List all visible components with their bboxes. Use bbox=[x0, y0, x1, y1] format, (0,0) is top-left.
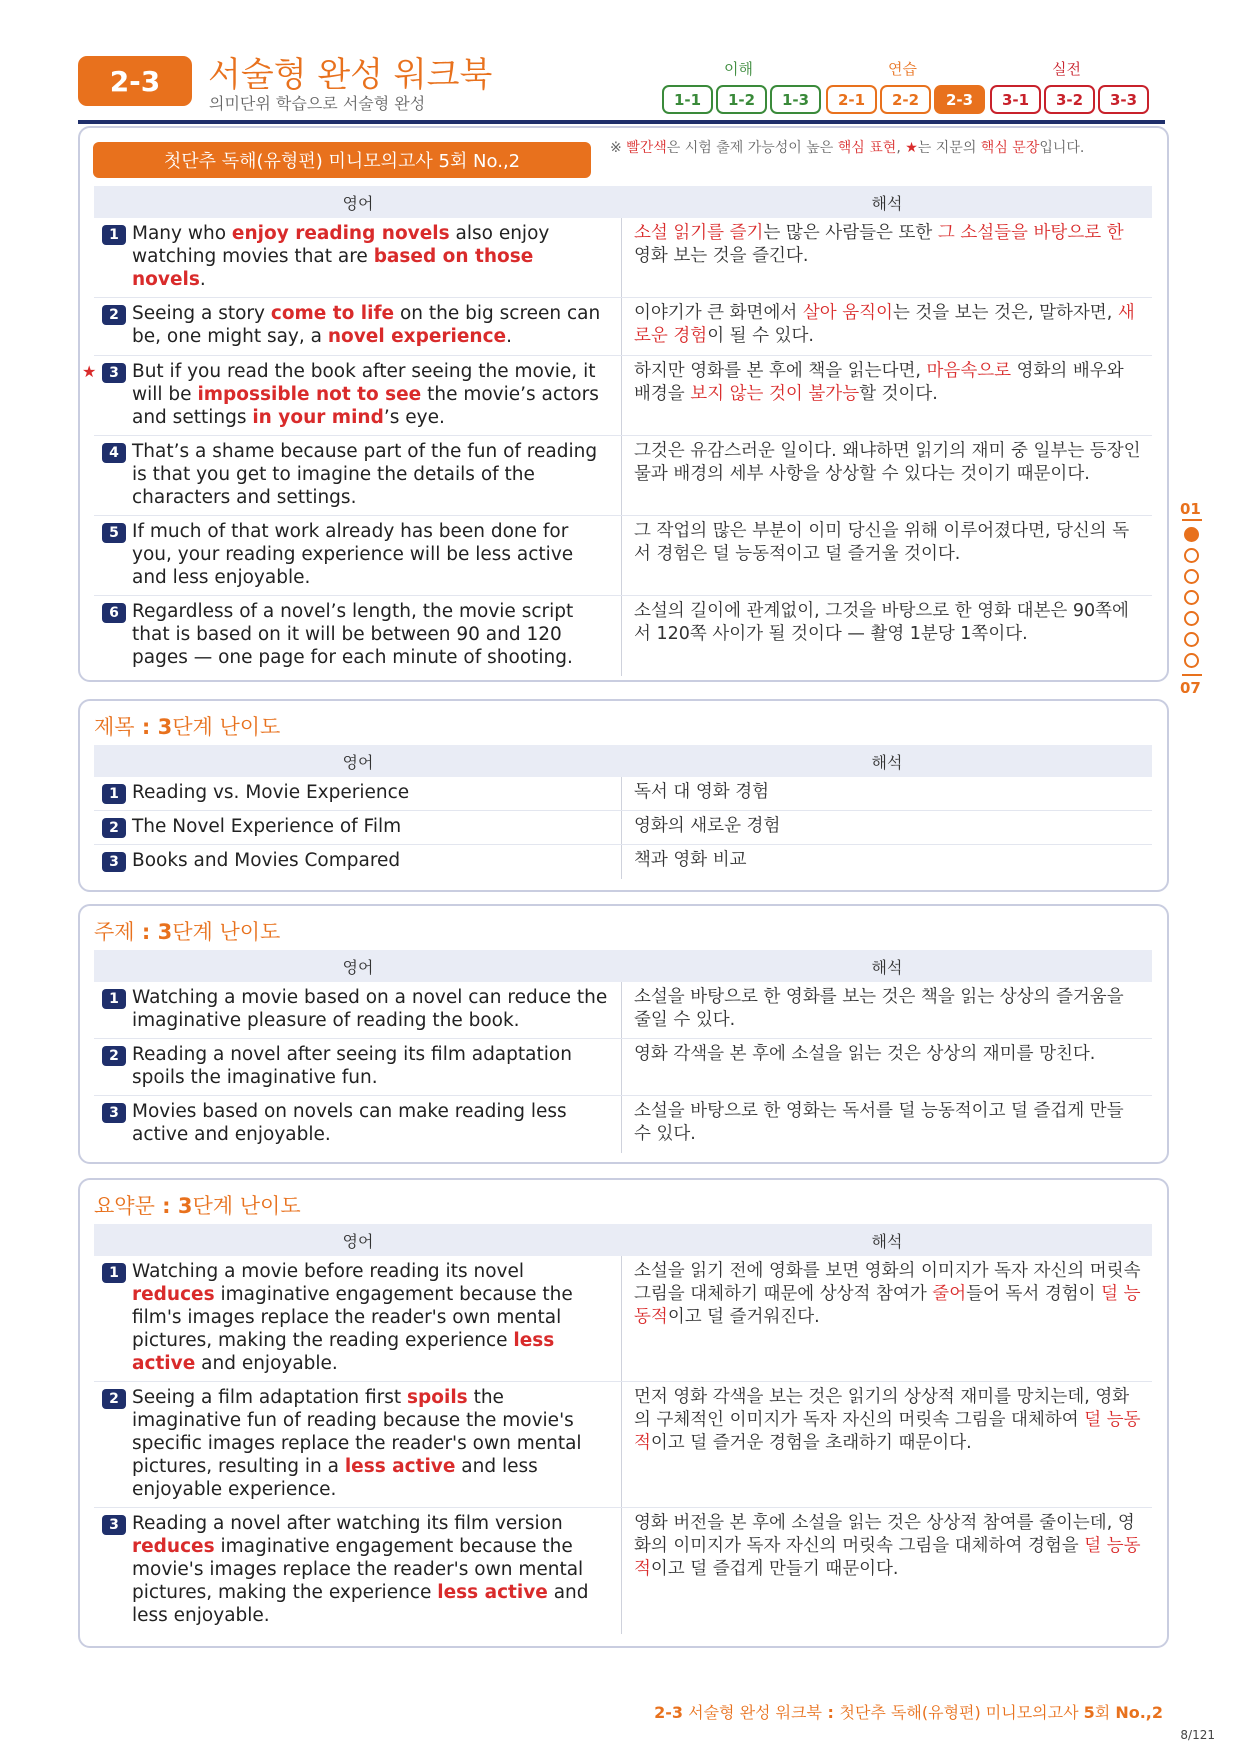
passage-source-label: 첫단추 독해(유형편) 미니모의고사 5회 No.,2 bbox=[93, 142, 591, 178]
korean-theme: 소설을 바탕으로 한 영화를 보는 것은 책을 읽는 상상의 즐거움을 줄일 수 있다. bbox=[634, 987, 1124, 1030]
column-header-english: 영어 bbox=[342, 957, 374, 977]
side-nav-dot-4[interactable] bbox=[1184, 590, 1199, 605]
sentence-number: 5 bbox=[102, 523, 126, 543]
stage-group-practice: 연습 bbox=[888, 60, 917, 78]
side-nav-line bbox=[1182, 674, 1202, 676]
english-summary: 3 Reading a novel after watching its film version reduces imaginative engagement because the movie's images replace the reader's own mental pictures, making the experience less active and less enjoyable. bbox=[94, 1508, 622, 1634]
title-option-row bbox=[94, 777, 1152, 811]
table-header bbox=[94, 950, 1152, 982]
side-nav-dot-6[interactable] bbox=[1184, 632, 1199, 647]
theme-card bbox=[78, 904, 1169, 1164]
english-theme: 3 Movies based on novels can make reading less active and enjoyable. bbox=[94, 1096, 622, 1153]
stage-tab-3-2[interactable]: 3-2 bbox=[1044, 85, 1095, 114]
summary-option-row bbox=[94, 1256, 1152, 1382]
korean-title: 책과 영화 비교 bbox=[634, 850, 747, 870]
side-nav-end: 07 bbox=[1180, 679, 1201, 697]
sentence-number: 1 bbox=[102, 225, 126, 245]
english-title: 3 Books and Movies Compared bbox=[94, 845, 622, 879]
sentence-row bbox=[94, 218, 1152, 298]
sentence-number: 3 bbox=[102, 363, 126, 383]
sentence-row-key bbox=[82, 356, 1152, 436]
korean-translation: 그것은 유감스러운 일이다. 왜냐하면 읽기의 재미 중 일부는 등장인물과 배경의 세부 사항을 상상할 수 있다는 것이기 때문이다. bbox=[634, 441, 1141, 484]
english-title: 1 Reading vs. Movie Experience bbox=[94, 777, 622, 810]
korean-title: 영화의 새로운 경험 bbox=[634, 816, 781, 836]
option-number: 1 bbox=[102, 1263, 126, 1283]
option-number: 1 bbox=[102, 784, 126, 804]
footer-title: 2-3 서술형 완성 워크북 : 첫단추 독해(유형편) 미니모의고사 5회 No.,2 bbox=[654, 1703, 1163, 1722]
sentence-row bbox=[94, 516, 1152, 596]
stage-tab-2-1[interactable]: 2-1 bbox=[826, 85, 877, 114]
summary-option-row bbox=[94, 1382, 1152, 1508]
side-nav-dot-5[interactable] bbox=[1184, 611, 1199, 626]
column-header-english: 영어 bbox=[342, 193, 374, 213]
table-header bbox=[94, 1224, 1152, 1256]
side-nav-line bbox=[1182, 519, 1202, 521]
theme-option-row bbox=[94, 982, 1152, 1039]
stage-group-real: 실전 bbox=[1052, 60, 1081, 78]
title-table bbox=[94, 745, 1152, 879]
table-header bbox=[94, 745, 1152, 777]
title-option-row bbox=[94, 845, 1152, 879]
sentence-row bbox=[94, 298, 1152, 356]
summary-table bbox=[94, 1224, 1152, 1634]
sentence-number: 4 bbox=[102, 443, 126, 463]
english-summary: 2 Seeing a film adaptation first spoils the imaginative fun of reading because the movie's specific images replace the reader's own mental pictures, resulting in a less active and less enjoyable experience. bbox=[94, 1382, 622, 1507]
column-header-english: 영어 bbox=[342, 752, 374, 772]
sentence-row bbox=[94, 596, 1152, 676]
theme-table bbox=[94, 950, 1152, 1153]
option-number: 2 bbox=[102, 1046, 126, 1066]
english-sentence: 4 That’s a shame because part of the fun of reading is that you get to imagine the details of the characters and settings. bbox=[94, 436, 622, 515]
stage-tab-2-2[interactable]: 2-2 bbox=[880, 85, 931, 114]
stage-tab-2-3-active[interactable]: 2-3 bbox=[934, 85, 985, 114]
english-theme: 1 Watching a movie based on a novel can reduce the imaginative pleasure of reading the book. bbox=[94, 982, 622, 1038]
theme-option-row bbox=[94, 1039, 1152, 1096]
english-sentence: 6 Regardless of a novel’s length, the movie script that is based on it will be between 90 and 120 pages — one page for each minute of shooting. bbox=[94, 596, 622, 676]
header-divider bbox=[78, 120, 1165, 124]
stage-tab-3-1[interactable]: 3-1 bbox=[990, 85, 1041, 114]
option-number: 1 bbox=[102, 989, 126, 1009]
option-number: 2 bbox=[102, 1389, 126, 1409]
page-number: 8/121 bbox=[1180, 1728, 1215, 1742]
title-option-row bbox=[94, 811, 1152, 845]
option-number: 3 bbox=[102, 1515, 126, 1535]
section-heading-summary: 요약문 : 3단계 난이도 bbox=[94, 1194, 301, 1218]
side-nav-dot-3[interactable] bbox=[1184, 569, 1199, 584]
side-nav-dot-2[interactable] bbox=[1184, 548, 1199, 563]
section-heading-theme: 주제 : 3단계 난이도 bbox=[94, 920, 281, 944]
korean-summary: 소설을 읽기 전에 영화를 보면 영화의 이미지가 독자 자신의 머릿속 그림을 대체하기 때문에 상상적 참여가 줄어들어 독서 경험이 덜 능동적이고 덜 즐거워진다. bbox=[634, 1261, 1141, 1327]
key-sentence-star-icon: ★ bbox=[82, 362, 97, 381]
section-badge: 2-3 bbox=[78, 56, 192, 106]
korean-title: 독서 대 영화 경험 bbox=[634, 782, 770, 802]
korean-theme: 영화 각색을 본 후에 소설을 읽는 것은 상상의 재미를 망친다. bbox=[634, 1044, 1096, 1064]
column-header-translation: 해석 bbox=[871, 752, 903, 772]
stage-tab-1-2[interactable]: 1-2 bbox=[716, 85, 767, 114]
side-nav-dot-1[interactable] bbox=[1184, 527, 1199, 542]
stage-group-understand: 이해 bbox=[724, 60, 753, 78]
english-sentence: 5 If much of that work already has been done for you, your reading experience will be less active and less enjoyable. bbox=[94, 516, 622, 595]
english-title: 2 The Novel Experience of Film bbox=[94, 811, 622, 844]
column-header-translation: 해석 bbox=[871, 193, 903, 213]
english-sentence: ★ 3 But if you read the book after seeing the movie, it will be impossible not to see the movie’s actors and settings in your mind’s eye. bbox=[94, 356, 622, 435]
title-card bbox=[78, 699, 1169, 892]
theme-option-row bbox=[94, 1096, 1152, 1153]
table-header bbox=[94, 186, 1152, 218]
page-title: 서술형 완성 워크북 bbox=[208, 55, 493, 95]
sentence-row bbox=[94, 436, 1152, 516]
sentence-number: 2 bbox=[102, 305, 126, 325]
korean-summary: 영화 버전을 본 후에 소설을 읽는 것은 상상적 참여를 줄이는데, 영화의 이미지가 독자 자신의 머릿속 그림을 대체하여 경험을 덜 능동적이고 덜 즐겁게 만들기 때문이다. bbox=[634, 1513, 1141, 1579]
english-sentence: 2 Seeing a story come to life on the big screen can be, one might say, a novel experience. bbox=[94, 298, 622, 355]
stage-tab-1-1[interactable]: 1-1 bbox=[662, 85, 713, 114]
korean-summary: 먼저 영화 각색을 보는 것은 읽기의 상상적 재미를 망치는데, 영화의 구체적인 이미지가 독자 자신의 머릿속 그림을 대체하여 덜 능동적이고 덜 즐거운 경험을 초래하기 때문이다. bbox=[634, 1387, 1141, 1453]
passage-table bbox=[82, 186, 1152, 676]
column-header-translation: 해석 bbox=[871, 957, 903, 977]
korean-translation: 소설의 길이에 관계없이, 그것을 바탕으로 한 영화 대본은 90쪽에서 120쪽 사이가 될 것이다 — 촬영 1분당 1쪽이다. bbox=[634, 601, 1129, 644]
page-subtitle: 의미단위 학습으로 서술형 완성 bbox=[209, 94, 426, 113]
english-summary: 1 Watching a movie before reading its novel reduces imaginative engagement because the film's images replace the reader's own mental pictures, making the reading experience less active and enjoyable. bbox=[94, 1256, 622, 1381]
side-nav-dot-7[interactable] bbox=[1184, 653, 1199, 668]
column-header-english: 영어 bbox=[342, 1231, 374, 1251]
english-theme: 2 Reading a novel after seeing its film adaptation spoils the imaginative fun. bbox=[94, 1039, 622, 1095]
korean-theme: 소설을 바탕으로 한 영화는 독서를 덜 능동적이고 덜 즐겁게 만들 수 있다. bbox=[634, 1101, 1124, 1144]
column-header-translation: 해석 bbox=[871, 1231, 903, 1251]
option-number: 3 bbox=[102, 852, 126, 872]
option-number: 3 bbox=[102, 1103, 126, 1123]
sentence-number: 6 bbox=[102, 603, 126, 623]
english-sentence: 1 Many who enjoy reading novels also enjoy watching movies that are based on those novels. bbox=[94, 218, 622, 297]
summary-option-row bbox=[94, 1508, 1152, 1634]
summary-card bbox=[78, 1178, 1169, 1648]
side-nav-start: 01 bbox=[1180, 500, 1201, 518]
section-heading-title: 제목 : 3단계 난이도 bbox=[94, 715, 281, 739]
korean-translation: 하지만 영화를 본 후에 책을 읽는다면, 마음속으로 영화의 배우와 배경을 보지 않는 것이 불가능할 것이다. bbox=[634, 361, 1124, 404]
option-number: 2 bbox=[102, 818, 126, 838]
stage-tab-1-3[interactable]: 1-3 bbox=[770, 85, 821, 114]
korean-translation: 이야기가 큰 화면에서 살아 움직이는 것을 보는 것은, 말하자면, 새로운 경험이 될 수 있다. bbox=[634, 303, 1135, 346]
legend-note: ※ 빨간색은 시험 출제 가능성이 높은 핵심 표현, ★는 지문의 핵심 문장입니다. bbox=[610, 140, 1085, 156]
korean-translation: 그 작업의 많은 부분이 이미 당신을 위해 이루어졌다면, 당신의 독서 경험은 덜 능동적이고 덜 즐거울 것이다. bbox=[634, 521, 1130, 564]
stage-tab-3-3[interactable]: 3-3 bbox=[1098, 85, 1149, 114]
korean-translation: 소설 읽기를 즐기는 많은 사람들은 또한 그 소설들을 바탕으로 한 영화 보는 것을 즐긴다. bbox=[634, 223, 1124, 266]
passage-card bbox=[78, 126, 1169, 682]
